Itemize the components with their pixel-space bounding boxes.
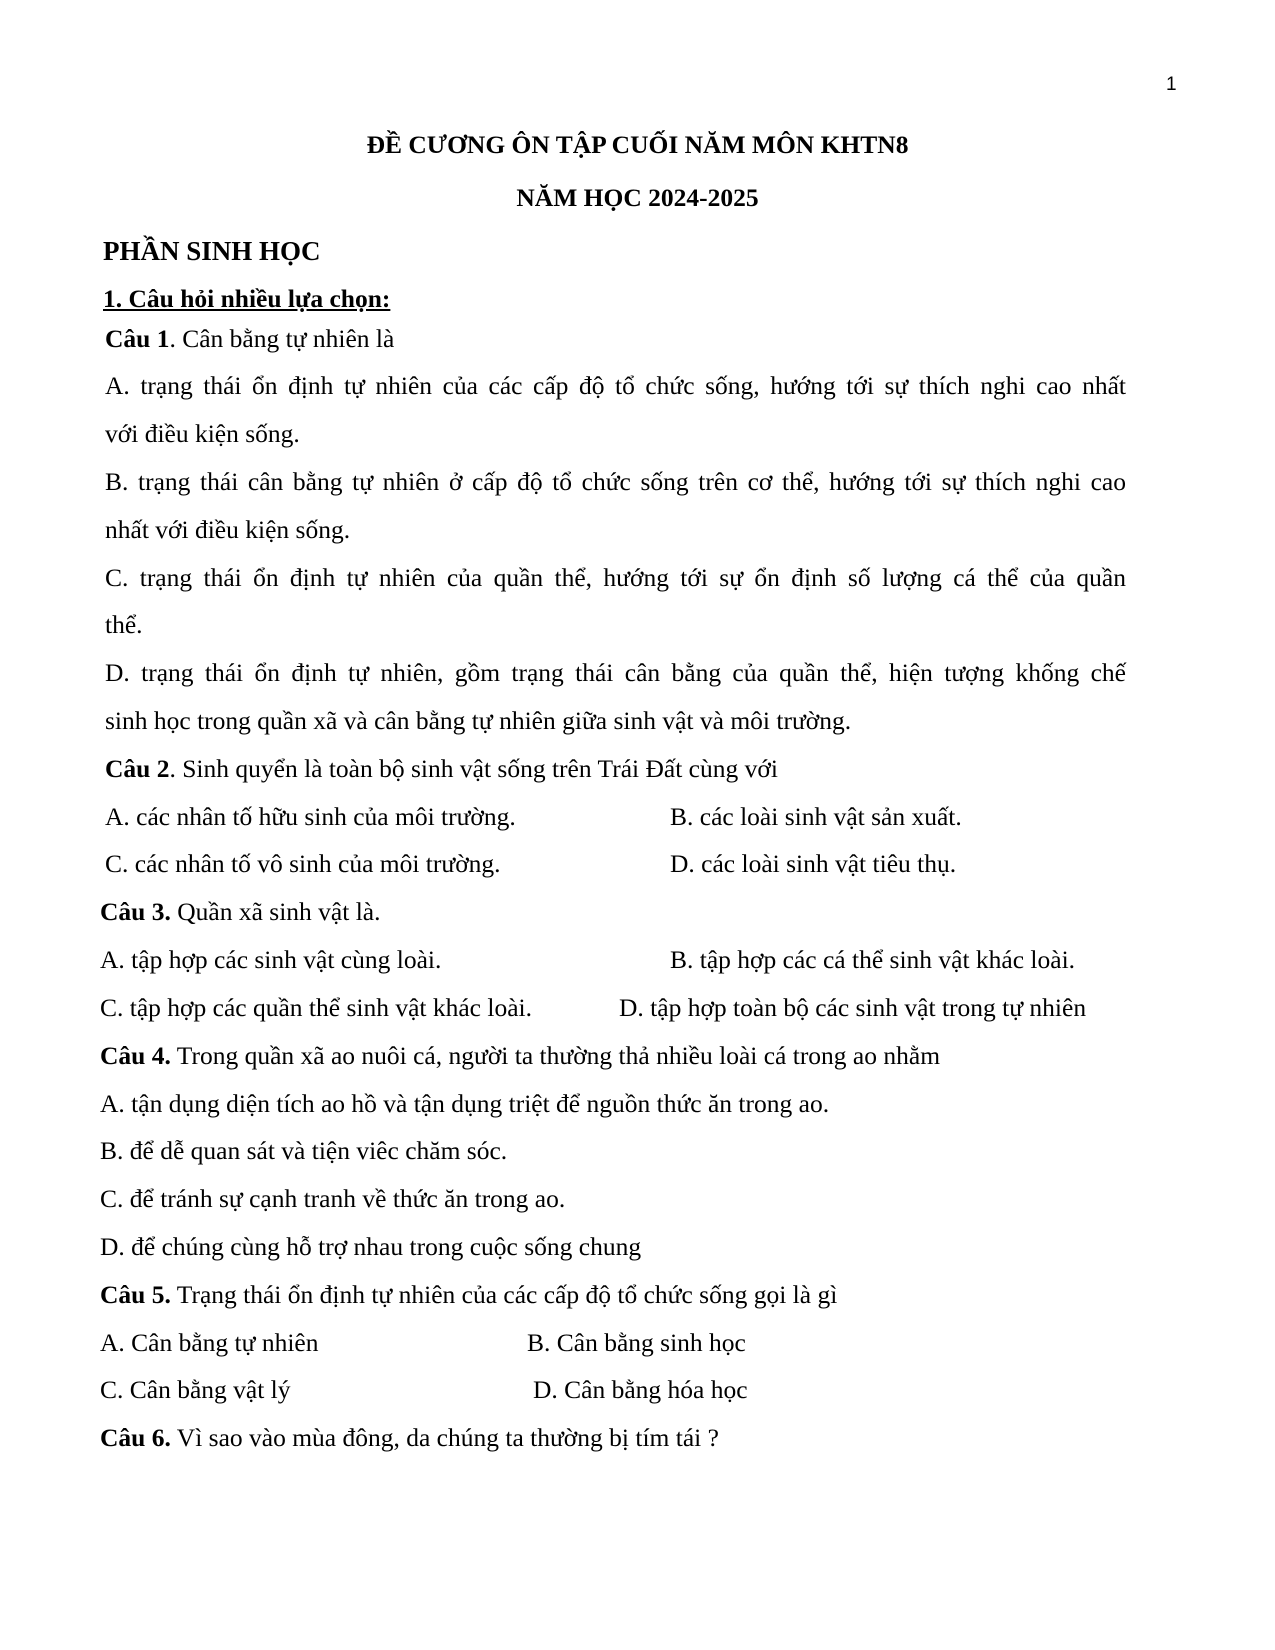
question-2	[105, 754, 778, 785]
question-3-option-a: A. tập hợp các sinh vật cùng loài.	[100, 945, 442, 974]
question-5-option-c: C. Cân bằng vật lý	[100, 1375, 291, 1404]
question-1-option-d: D. trạng thái ổn định tự nhiên, gồm trạng thái cân bằng của quần thể, hiện tượng khống chế	[105, 658, 1126, 687]
question-1-option-a: A. trạng thái ổn định tự nhiên của các cấp độ tổ chức sống, hướng tới sự thích nghi cao nhất	[105, 371, 1126, 400]
section-heading: PHẦN SINH HỌC	[103, 236, 321, 266]
question-1-option-c: C. trạng thái ổn định tự nhiên của quần thể, hướng tới sự ổn định số lượng cá thể của quần	[105, 563, 1126, 592]
school-year-title: NĂM HỌC 2024-2025	[516, 183, 759, 212]
question-4-option-b: B. để dễ quan sát và tiện viêc chăm sóc.	[100, 1136, 508, 1165]
question-1	[105, 324, 394, 355]
question-5-option-a: A. Cân bằng tự nhiên	[100, 1328, 319, 1357]
question-2-option-d: D. các loài sinh vật tiêu thụ.	[670, 849, 957, 878]
question-4-option-a: A. tận dụng diện tích ao hồ và tận dụng triệt để nguồn thức ăn trong ao.	[100, 1089, 830, 1118]
question-text: Trong quần xã ao nuôi cá, người ta thường thả nhiều loài cá trong ao nhằm	[170, 1041, 941, 1070]
question-label: Câu 4.	[100, 1041, 171, 1070]
question-text: . Sinh quyển là toàn bộ sinh vật sống trên Trái Đất cùng với	[169, 754, 778, 783]
question-1-option-b-cont: nhất với điều kiện sống.	[105, 515, 351, 544]
question-3-option-b: B. tập hợp các cá thể sinh vật khác loài.	[670, 945, 1076, 974]
question-2-option-a: A. các nhân tố hữu sinh của môi trường.	[105, 802, 516, 831]
question-4	[100, 1041, 940, 1072]
subsection-heading: 1. Câu hỏi nhiều lựa chọn:	[103, 284, 391, 313]
question-1-option-d-cont: sinh học trong quần xã và cân bằng tự nhiên giữa sinh vật và môi trường.	[105, 706, 852, 735]
question-text: Vì sao vào mùa đông, da chúng ta thường bị tím tái ?	[170, 1423, 719, 1452]
question-text: . Cân bằng tự nhiên là	[169, 324, 395, 353]
question-3	[100, 897, 380, 928]
question-label: Câu 2	[105, 754, 170, 783]
question-label: Câu 6.	[100, 1423, 171, 1452]
question-3-option-c: C. tập hợp các quần thể sinh vật khác loài.	[100, 993, 532, 1022]
question-text: Trạng thái ổn định tự nhiên của các cấp độ tổ chức sống gọi là gì	[170, 1280, 838, 1309]
question-4-option-d: D. để chúng cùng hỗ trợ nhau trong cuộc sống chung	[100, 1232, 642, 1261]
question-1-option-c-cont: thể.	[105, 610, 143, 639]
question-5	[100, 1280, 837, 1311]
question-5-option-b: B. Cân bằng sinh học	[527, 1328, 746, 1357]
question-3-option-d: D. tập hợp toàn bộ các sinh vật trong tự nhiên	[619, 993, 1087, 1022]
question-6	[100, 1423, 719, 1454]
question-4-option-c: C. để tránh sự cạnh tranh về thức ăn trong ao.	[100, 1184, 566, 1213]
question-5-option-d: D. Cân bằng hóa học	[533, 1375, 748, 1404]
question-2-option-b: B. các loài sinh vật sản xuất.	[670, 802, 962, 831]
page-number: 1	[1166, 74, 1177, 95]
question-2-option-c: C. các nhân tố vô sinh của môi trường.	[105, 849, 501, 878]
question-label: Câu 1	[105, 324, 170, 353]
question-1-option-b: B. trạng thái cân bằng tự nhiên ở cấp độ tổ chức sống trên cơ thể, hướng tới sự thích nghi cao	[105, 467, 1126, 496]
question-label: Câu 5.	[100, 1280, 171, 1309]
question-1-option-a-cont: với điều kiện sống.	[105, 419, 300, 448]
question-label: Câu 3.	[100, 897, 171, 926]
question-text: Quần xã sinh vật là.	[170, 897, 381, 926]
document-title: ĐỀ CƯƠNG ÔN TẬP CUỐI NĂM MÔN KHTN8	[366, 130, 909, 159]
